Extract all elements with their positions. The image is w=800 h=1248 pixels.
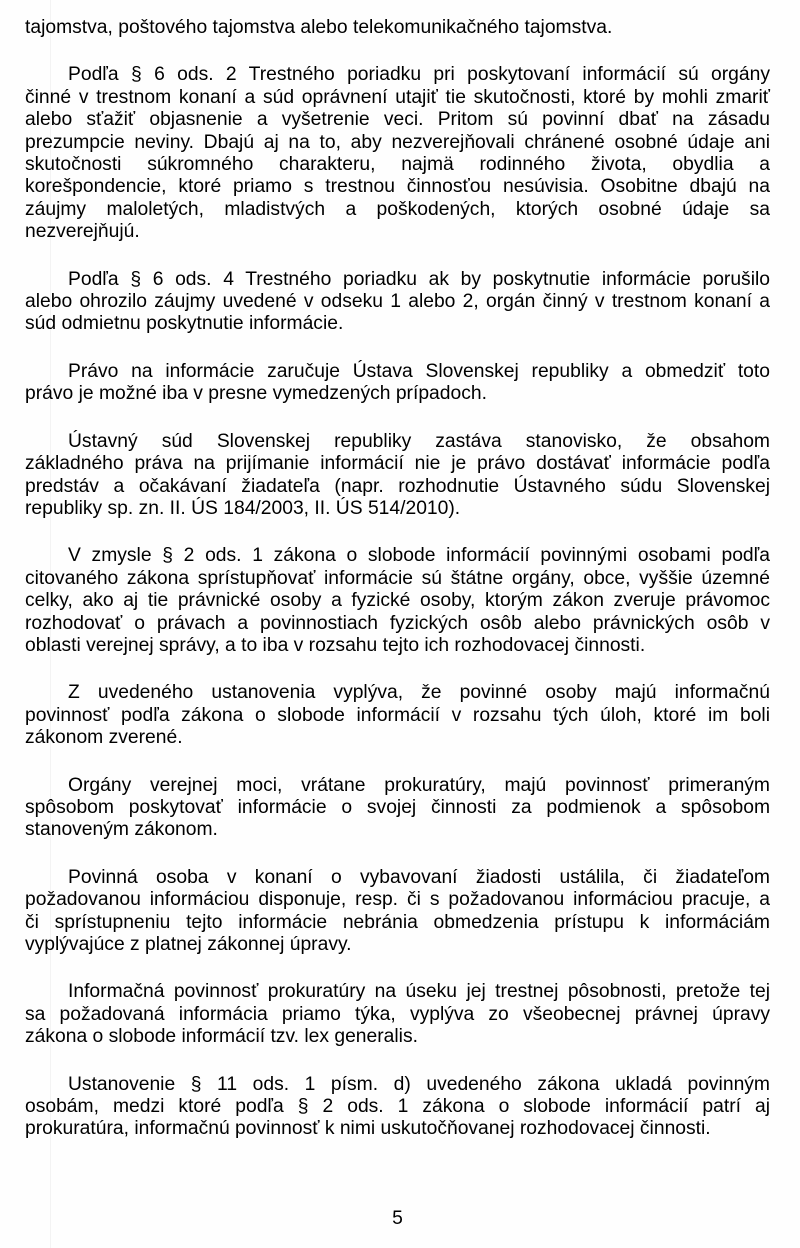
text-line: korešpondencie, ktoré priamo s trestnou činnosťou nesúvisia. Osobitne dbajú na — [25, 176, 770, 198]
paragraph — [25, 867, 770, 957]
paragraph — [25, 17, 770, 39]
text-line: osobám, medzi ktoré podľa § 2 ods. 1 zákona o slobode informácií patrí aj — [25, 1096, 770, 1118]
paragraph — [25, 682, 770, 749]
text-line: skutočnosti súkromného charakteru, najmä rodinného života, obydlia a — [25, 154, 770, 176]
text-line: Z uvedeného ustanovenia vyplýva, že povinné osoby majú informačnú — [68, 682, 770, 704]
text-line: Orgány verejnej moci, vrátane prokuratúry, majú povinnosť primeraným — [68, 774, 770, 796]
paragraph — [25, 431, 770, 521]
paragraph — [25, 775, 770, 842]
text-line: zákona o slobode informácií tzv. lex generalis. — [25, 1026, 418, 1048]
text-line: nezverejňujú. — [25, 221, 140, 243]
text-line: Právo na informácie zaručuje Ústava Slovenskej republiky a obmedziť toto — [68, 360, 770, 382]
text-line: alebo ohrozilo záujmy uvedené v odseku 1 alebo 2, orgán činný v trestnom konaní a — [25, 291, 770, 313]
text-line: prezumpcie neviny. Dbajú aj na to, aby nezverejňovali chránené osobné údaje ani — [25, 131, 770, 153]
paragraph — [25, 269, 770, 336]
text-line: sa požadovaná informácia priamo týka, vyplýva zo všeobecnej právnej úpravy — [25, 1003, 770, 1025]
text-line: Ústavný súd Slovenskej republiky zastáva stanovisko, že obsahom — [68, 430, 770, 452]
text-line: súd odmietnu poskytnutie informácie. — [25, 313, 344, 335]
text-line: stanoveným zákonom. — [25, 819, 218, 841]
text-line: tajomstva, poštového tajomstva alebo telekomunikačného tajomstva. — [25, 17, 613, 38]
text-line: Ustanovenie § 11 ods. 1 písm. d) uvedeného zákona ukladá povinným — [68, 1073, 770, 1095]
text-line: citovaného zákona sprístupňovať informácie sú štátne orgány, obce, vyššie územné — [25, 567, 770, 589]
text-line: Podľa § 6 ods. 4 Trestného poriadku ak by poskytnutie informácie porušilo — [68, 268, 770, 290]
paragraph — [25, 64, 770, 243]
text-line: záujmy maloletých, mladistvých a poškodených, ktorých osobné údaje sa — [25, 198, 770, 220]
text-line: zákonom zverené. — [25, 727, 183, 749]
document-body — [25, 17, 770, 1141]
paragraph — [25, 361, 770, 406]
text-line: celky, ako aj tie právnické osoby a fyzické osoby, ktorým zákon zveruje právomoc — [25, 590, 770, 612]
paragraph — [25, 981, 770, 1048]
text-line: právo je možné iba v presne vymedzených prípadoch. — [25, 383, 487, 405]
text-line: prokuratúra, informačnú povinnosť k nimi uskutočňovanej rozhodovacej činnosti. — [25, 1118, 711, 1140]
paragraph — [25, 545, 770, 657]
text-line: vyplývajúce z platnej zákonnej úpravy. — [25, 934, 352, 955]
text-line: základného práva na prijímanie informácií nie je právo dostávať informácie podľa — [25, 453, 770, 475]
text-line: Povinná osoba v konaní o vybavovaní žiadosti ustálila, či žiadateľom — [68, 866, 770, 888]
page-number: 5 — [392, 1208, 403, 1229]
text-line: požadovanou informáciou disponuje, resp. či s požadovanou informáciou pracuje, a — [25, 889, 770, 911]
text-line: činné v trestnom konaní a súd oprávnení utajiť tie skutočnosti, ktoré by mohli zmariť — [25, 86, 770, 108]
text-line: predstáv a očakávaní žiadateľa (napr. rozhodnutie Ústavného súdu Slovenskej — [25, 475, 770, 497]
text-line: či sprístupneniu tejto informácie nebránia obmedzenia prístupu k informáciám — [25, 911, 770, 933]
text-line: V zmysle § 2 ods. 1 zákona o slobode informácií povinnými osobami podľa — [68, 545, 770, 567]
paragraph — [25, 1074, 770, 1141]
text-line: Podľa § 6 ods. 2 Trestného poriadku pri poskytovaní informácií sú orgány — [68, 64, 770, 86]
text-line: rozhodovať o právach a povinnostiach fyzických osôb alebo právnických osôb v — [25, 612, 770, 634]
text-line: povinnosť podľa zákona o slobode informácií v rozsahu tých úloh, ktoré im boli — [25, 704, 770, 726]
text-line: spôsobom poskytovať informácie o svojej činnosti za podmienok a spôsobom — [25, 796, 770, 818]
text-line: alebo sťažiť objasnenie a vyšetrenie veci. Pritom sú povinní dbať na zásadu — [25, 109, 770, 131]
text-line: Informačná povinnosť prokuratúry na úseku jej trestnej pôsobnosti, pretože tej — [68, 981, 770, 1003]
text-line: republiky sp. zn. II. ÚS 184/2003, II. ÚS 514/2010). — [25, 497, 461, 519]
text-line: oblasti verejnej správy, a to iba v rozsahu tejto ich rozhodovacej činnosti. — [25, 634, 646, 656]
